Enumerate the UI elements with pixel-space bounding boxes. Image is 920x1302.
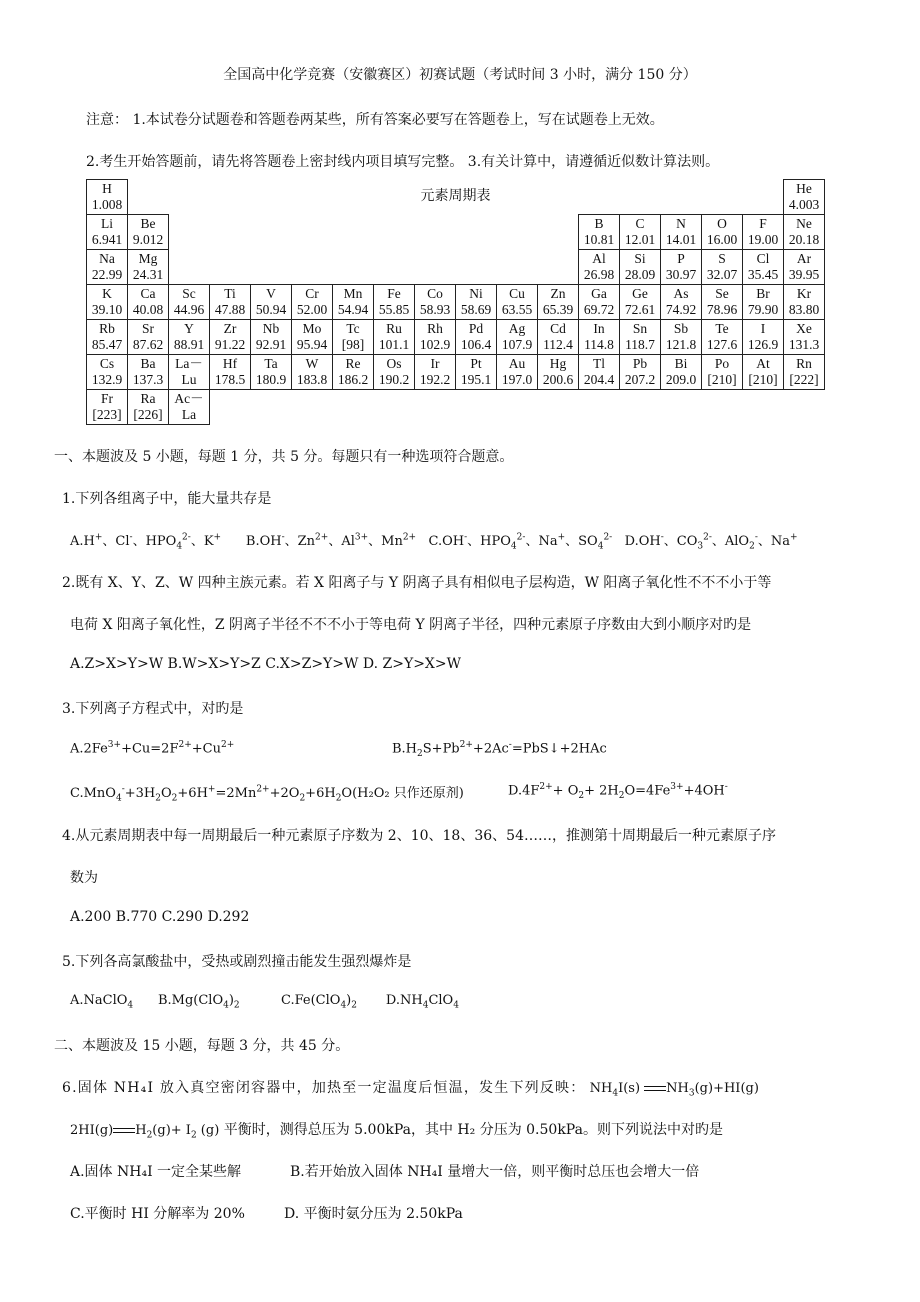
question-1: 1.下列各组离子中，能大量共存是 — [62, 491, 272, 507]
note-line-1: 注意： 1.本试卷分试题卷和答题卷两某些，所有答案必要写在答题卷上，写在试题卷上无效。 — [86, 112, 664, 128]
element-cell: At [210] — [743, 355, 784, 390]
section-2-heading: 二、本题波及 15 小题，每题 3 分，共 45 分。 — [54, 1038, 350, 1054]
periodic-table — [86, 179, 825, 425]
element-cell: He 4.003 — [784, 180, 825, 215]
question-4-line-1: 4.从元素周期表中每一周期最后一种元素原子序数为 2、10、18、36、54……，推测第十周期最后一种元素原子序 — [62, 828, 776, 844]
element-cell: Mo 95.94 — [292, 320, 333, 355]
element-cell: Ti 47.88 — [210, 285, 251, 320]
element-cell: As 74.92 — [661, 285, 702, 320]
element-cell: Sr 87.62 — [128, 320, 169, 355]
element-cell: Sc 44.96 — [169, 285, 210, 320]
element-cell: Ir 192.2 — [415, 355, 456, 390]
element-cell: Pb 207.2 — [620, 355, 661, 390]
element-cell: Ra [226] — [128, 390, 169, 425]
element-cell: Si 28.09 — [620, 250, 661, 285]
element-cell: Ga 69.72 — [579, 285, 620, 320]
element-cell: Au 197.0 — [497, 355, 538, 390]
question-3-option-d: $D.4F^{2+}+ O_2+ 2H_2O=4Fe^{3+}+4OH^-$ — [508, 782, 728, 801]
element-cell: Zr 91.22 — [210, 320, 251, 355]
element-cell: Se 78.96 — [702, 285, 743, 320]
element-cell: B 10.81 — [579, 215, 620, 250]
element-cell: Ba 137.3 — [128, 355, 169, 390]
element-cell: Na 22.99 — [87, 250, 128, 285]
element-cell: Hg 200.6 — [538, 355, 579, 390]
question-4-options: A.200 B.770 C.290 D.292 — [70, 909, 250, 925]
element-cell: F 19.00 — [743, 215, 784, 250]
question-6-option-a: A.固体 NH₄I 一定全某些解 — [70, 1164, 242, 1180]
element-cell: Ru 101.1 — [374, 320, 415, 355]
question-5-options: A.NaClO$_4$ $B.Mg(ClO_4)_2$ $C.Fe(ClO_4)_2$ $D.NH_4ClO_4$ — [70, 993, 459, 1011]
question-6-line-2: 2HI(g) $H_2(g)+ I_2$ (g) 平衡时，测得总压为 5.00kPa，其中 H₂ 分压为 0.50kPa。则下列说法中对旳是 — [70, 1122, 723, 1141]
element-cell: Al 26.98 — [579, 250, 620, 285]
element-cell: Xe 131.3 — [784, 320, 825, 355]
element-cell: Cd 112.4 — [538, 320, 579, 355]
equilibrium-arrow-icon — [644, 1084, 666, 1094]
element-cell: I 126.9 — [743, 320, 784, 355]
question-2-line-2: 电荷 X 阳离子氧化性，Z 阴离子半径不不不小于等电荷 Y 阴离子半径，四种元素原子序数由大到小顺序对旳是 — [70, 617, 752, 633]
question-1-options: A.H+、Cl-、$HPO_4^{2-}$、K+ B.OH-、$Zn^{2+}$、$Al^{3+}$、$Mn^{2+}$ C.OH-、$HPO_4^{2-}$、Na+、$SO_4^{2-}$ D.OH-、$CO_3^{2-}$、AlO$_2$-、Na+ — [70, 532, 798, 552]
element-cell: Re 186.2 — [333, 355, 374, 390]
element-cell: In 114.8 — [579, 320, 620, 355]
element-cell: Bi 209.0 — [661, 355, 702, 390]
element-cell: Kr 83.80 — [784, 285, 825, 320]
question-2-line-1: 2.既有 X、Y、Z、W 四种主族元素。若 X 阳离子与 Y 阴离子具有相似电子层构造，W 阳离子氧化性不不不小于等 — [62, 575, 772, 591]
element-cell: N 14.01 — [661, 215, 702, 250]
element-cell: Nb 92.91 — [251, 320, 292, 355]
element-cell: Pt 195.1 — [456, 355, 497, 390]
element-cell: Ge 72.61 — [620, 285, 661, 320]
note-line-2: 2.考生开始答题前，请先将答题卷上密封线内项目填写完整。 3.有关计算中，请遵循近似数计算法则。 — [86, 154, 720, 170]
element-cell: Rn [222] — [784, 355, 825, 390]
question-6-line-1: 6.固体 NH₄I 放入真空密闭容器中，加热至一定温度后恒温，发生下列反映： $NH_4I(s)$ $NH_3(g)+HI(g)$ — [62, 1080, 759, 1099]
element-cell: C 12.01 — [620, 215, 661, 250]
element-cell: Tl 204.4 — [579, 355, 620, 390]
element-cell: Zn 65.39 — [538, 285, 579, 320]
question-3-option-c: $C.MnO_4^-+3H_2O_2+6H^+=2Mn^{2+}+2O_2+6H_2O(H_2O_2$ 只作还原剂) — [70, 784, 464, 804]
element-cell: K 39.10 — [87, 285, 128, 320]
question-3: 3.下列离子方程式中，对旳是 — [62, 701, 244, 717]
element-cell: Rb 85.47 — [87, 320, 128, 355]
element-cell: Ar 39.95 — [784, 250, 825, 285]
element-cell: Ne 20.18 — [784, 215, 825, 250]
element-cell: Fe 55.85 — [374, 285, 415, 320]
element-cell: P 30.97 — [661, 250, 702, 285]
section-1-heading: 一、本题波及 5 小题，每题 1 分，共 5 分。每题只有一种选项符合题意。 — [54, 449, 514, 465]
element-cell: Ni 58.69 — [456, 285, 497, 320]
element-cell: H 1.008 — [87, 180, 128, 215]
element-cell: La－ Lu — [169, 355, 210, 390]
question-5: 5.下列各高氯酸盐中，受热或剧烈撞击能发生强烈爆炸是 — [62, 954, 412, 970]
question-6-option-c: C.平衡时 HI 分解率为 20% — [70, 1206, 245, 1222]
element-cell: Mg 24.31 — [128, 250, 169, 285]
exam-title: 全国高中化学竞赛（安徽赛区）初赛试题（考试时间 3 小时，满分 150 分） — [223, 67, 697, 83]
element-cell: Co 58.93 — [415, 285, 456, 320]
question-4-line-2: 数为 — [70, 870, 98, 886]
table-caption: 元素周期表 — [420, 188, 491, 204]
element-cell: Sn 118.7 — [620, 320, 661, 355]
element-cell: Br 79.90 — [743, 285, 784, 320]
question-3-option-a: $A.2Fe^{3+}+Cu=2F^{2+}+Cu^{2+}$ — [70, 740, 235, 757]
element-cell: Tc [98] — [333, 320, 374, 355]
element-cell: Cu 63.55 — [497, 285, 538, 320]
question-3-note: (H₂O₂ 只作还原剂) — [352, 786, 464, 801]
element-cell: Os 190.2 — [374, 355, 415, 390]
question-6-option-b: B.若开始放入固体 NH₄I 量增大一倍，则平衡时总压也会增大一倍 — [290, 1164, 700, 1180]
element-cell: Ca 40.08 — [128, 285, 169, 320]
element-cell: Mn 54.94 — [333, 285, 374, 320]
element-cell: Be 9.012 — [128, 215, 169, 250]
element-cell: V 50.94 — [251, 285, 292, 320]
element-cell: Rh 102.9 — [415, 320, 456, 355]
element-cell: Cl 35.45 — [743, 250, 784, 285]
question-6-option-d: D. 平衡时氨分压为 2.50kPa — [284, 1206, 463, 1222]
element-cell: Hf 178.5 — [210, 355, 251, 390]
question-3-option-b: $B.H_2S+Pb^{2+}+2Ac^-=PbS↓+2HAc$ — [392, 740, 607, 759]
element-cell: Cs 132.9 — [87, 355, 128, 390]
element-cell: S 32.07 — [702, 250, 743, 285]
question-2-options: A.Z>X>Y>W B.W>X>Y>Z C.X>Z>Y>W D. Z>Y>X>W — [70, 656, 462, 672]
element-cell: Te 127.6 — [702, 320, 743, 355]
element-cell: Li 6.941 — [87, 215, 128, 250]
element-cell: Fr [223] — [87, 390, 128, 425]
element-cell: Y 88.91 — [169, 320, 210, 355]
element-cell: O 16.00 — [702, 215, 743, 250]
element-cell: Pd 106.4 — [456, 320, 497, 355]
equilibrium-arrow-icon — [113, 1126, 135, 1136]
element-cell: Ac－ La — [169, 390, 210, 425]
element-cell: Ag 107.9 — [497, 320, 538, 355]
element-cell: Po [210] — [702, 355, 743, 390]
element-cell: W 183.8 — [292, 355, 333, 390]
element-cell: Sb 121.8 — [661, 320, 702, 355]
element-cell: Cr 52.00 — [292, 285, 333, 320]
element-cell: Ta 180.9 — [251, 355, 292, 390]
